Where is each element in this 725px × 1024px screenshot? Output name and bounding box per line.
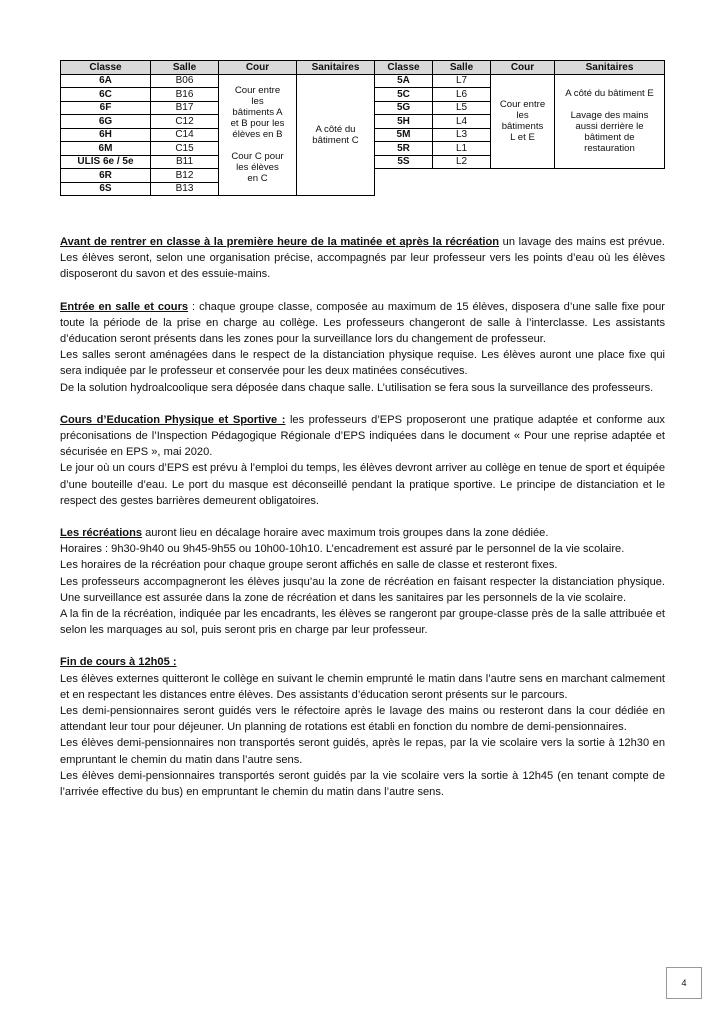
paragraph-text: Les salles seront aménagées dans le respect de la distanciation physique requise. Les élèves auront une place fixe qui sera indiquée par le professeur et conservée pour les deux matinées consécutives. [60,349,665,378]
table-header-row [61,61,665,75]
paragraph-text: Les élèves externes quitteront le collège en suivant le chemin emprunté le matin dans l’autre sens en marchant calmement et en respectant les distances entre élèves. Des assistants d’éducation seront présents sur le parcours. [60,672,665,701]
salle-cell: L3 [433,128,491,142]
classe-cell: 5M [375,128,433,142]
salle-cell: L1 [433,142,491,156]
paragraph-text: un lavage des mains est prévue. Les élèves seront, selon une organisation précise, accompagnés par leur professeur vers les points d’eau où les élèves disposeront du savon et des essuie-mains. [60,236,666,281]
classe-cell: 5C [375,88,433,102]
section-heading: Avant de rentrer en classe à la première heure de la matinée et après la récréation [60,236,500,248]
classe-cell: 5G [375,101,433,115]
table-row [61,74,665,88]
section-eps [60,412,665,509]
classe-cell: 5S [375,155,433,169]
document-body [60,234,665,816]
paragraph-text: Horaires : 9h30-9h40 ou 9h45-9h55 ou 10h00-10h10. L’encadrement est assuré par le personnel de la vie scolaire. [60,543,625,556]
section-recess [60,525,665,638]
salle-cell: B17 [151,101,219,115]
salle-cell: B12 [151,169,219,183]
section-entry [60,299,665,396]
classe-cell: 6G [61,115,151,129]
paragraph-text: A la fin de la récréation, indiquée par les encadrants, les élèves se rangeront par groupe-classe près de la salle attribuée et selon les marquages au sol, puis seront pris en charge par leur professeur. [60,608,665,637]
paragraph-text: De la solution hydroalcoolique sera déposée dans chaque salle. L’utilisation se fera sous la surveillance des professeurs. [60,381,654,394]
classe-cell: 5R [375,142,433,156]
salle-cell: L4 [433,115,491,129]
classe-cell: 5H [375,115,433,129]
classe-cell: 6H [61,128,151,142]
room-assignment-table [60,60,665,196]
classe-cell: 6A [61,74,151,88]
empty-area [375,169,665,196]
salle-cell: B06 [151,74,219,88]
salle-cell: B11 [151,155,219,169]
classe-cell: 6C [61,88,151,102]
section-heading: Entrée en salle et cours [60,300,189,313]
classe-cell: 6M [61,142,151,156]
classe-cell: 6R [61,169,151,183]
paragraph-text: Les élèves demi-pensionnaires non transportés seront guidés, après le repas, par la vie scolaire vers la sortie à 12h30 en empruntant le chemin du matin dans l’autre sens. [60,737,665,766]
col-header-classe: Classe [61,61,151,75]
col-header-sanitaires-right: Sanitaires [555,61,665,75]
paragraph-text: : chaque groupe classe, composée au maximum de 15 élèves, disposera d’une salle fixe pour toute la période de la prise en charge au collège. Les professeurs changeront de salle à l’interclasse. Les assistants d’éducation seront présents dans les zones pour la surveillance lors du changement de professeur. [60,300,665,346]
col-header-cour-right: Cour [491,61,555,75]
col-header-salle-right: Salle [433,61,491,75]
sanitaires-cell-right: A côté du bâtiment E Lavage des mains aussi derrière le bâtiment de restauration [555,74,665,169]
salle-cell: B16 [151,88,219,102]
salle-cell: B13 [151,182,219,196]
salle-cell: C15 [151,142,219,156]
salle-cell: C14 [151,128,219,142]
section-heading: Fin de cours à 12h05 : [60,656,177,669]
paragraph-text: auront lieu en décalage horaire avec maximum trois groupes dans la zone dédiée. [142,527,549,540]
col-header-classe-right: Classe [375,61,433,75]
paragraph-text: Les horaires de la récréation pour chaque groupe seront affichés en salle de classe et resteront fixes. [60,559,558,572]
salle-cell: L7 [433,74,491,88]
section-heading: Les récréations [60,527,143,540]
classe-cell: 6S [61,182,151,196]
salle-cell: L2 [433,155,491,169]
cour-cell-right: Cour entre les bâtiments L et E [491,74,555,169]
col-header-cour: Cour [219,61,297,75]
salle-cell: L6 [433,88,491,102]
section-heading: Cours d’Education Physique et Sportive : [60,413,286,426]
classe-cell: ULIS 6e / 5e [61,155,151,169]
sanitaires-cell-left: A côté du bâtiment C [297,74,375,196]
col-header-sanitaires: Sanitaires [297,61,375,75]
paragraph-text: Les élèves demi-pensionnaires transportés seront guidés par la vie scolaire vers la sortie à 12h45 (en tenant compte de l’arrivée effective du bus) en empruntant le chemin du matin dans l’autre sens. [60,769,665,799]
classe-cell: 6F [61,101,151,115]
section-end-of-class [60,654,665,800]
salle-cell: L5 [433,101,491,115]
classe-cell: 5A [375,74,433,88]
page-number: 4 [666,967,702,999]
section-hand-washing [60,234,665,283]
col-header-salle: Salle [151,61,219,75]
paragraph-text: Les demi-pensionnaires seront guidés vers le réfectoire après le lavage des mains ou resteront dans la cour dédiée en attendant leur tour pour déjeuner. Un planning de rotations est établi en fonction du nombre de demi-pensionnaires. [60,705,665,734]
paragraph-text: les professeurs d’EPS proposeront une pratique adaptée et conforme aux préconisations de l’Inspection Pédagogique Régionale d’EPS indiquées dans le document « Pour une reprise adaptée et sécurisée en EPS », mai 2020. [60,413,665,459]
salle-cell: C12 [151,115,219,129]
paragraph-text: Les professeurs accompagneront les élèves jusqu’au la zone de récréation en faisant respecter la distanciation physique. Une surveillance est assurée dans la zone de récréation et dans les sanitaires par les personnels de la vie scolaire. [60,575,665,604]
cour-cell-left: Cour entre les bâtiments A et B pour les élèves en B Cour C pour les élèves en C [219,74,297,196]
paragraph-text: Le jour où un cours d’EPS est prévu à l’emploi du temps, les élèves devront arriver au collège en tenue de sport et équipée d’une bouteille d’eau. Le port du masque est déconseillé pendant la pratique sportive. Le principe de distanciation et le respect des gestes barrières demeurent obligatoires. [60,462,665,507]
